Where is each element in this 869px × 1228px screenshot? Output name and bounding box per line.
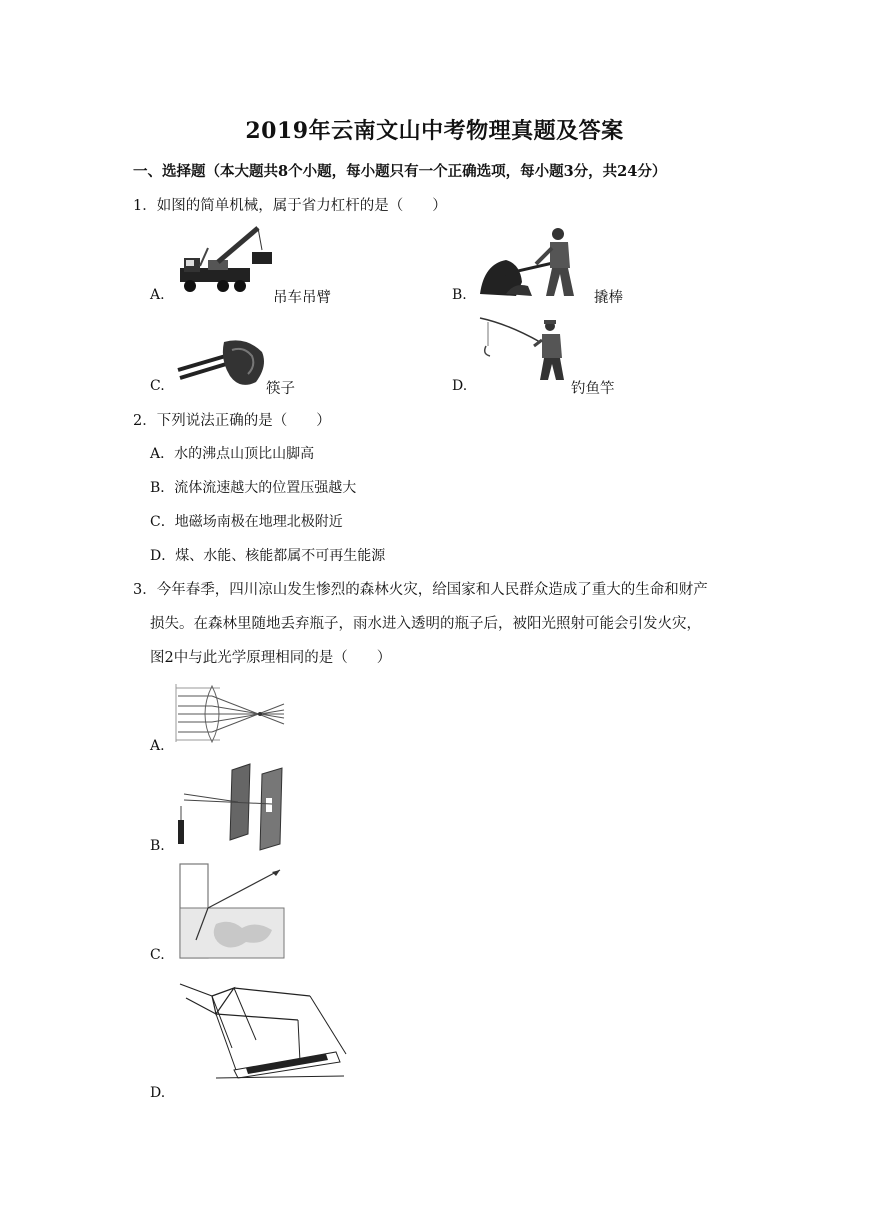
- q3-option-a-letter: A.: [150, 738, 165, 754]
- convex-lens-diagram: [174, 682, 290, 746]
- prism-dispersion-diagram: [176, 978, 352, 1082]
- q1-option-d-caption: 钓鱼竿: [571, 381, 615, 397]
- q1-option-c-letter: C.: [150, 378, 165, 394]
- q3-option-c-letter: C.: [150, 947, 165, 963]
- q2-option-d: D．煤、水能、核能都属不可再生能源: [150, 548, 386, 564]
- question-3-stem-line-2: 损失。在森林里随地丢弃瓶子，雨水进入透明的瓶子后，被阳光照射可能会引发火灾，: [150, 616, 701, 632]
- q1-option-a-caption: 吊车吊臂: [273, 290, 331, 306]
- question-3-stem-line-1: 3．今年春季，四川凉山发生惨烈的森林火灾，给国家和人民群众造成了重大的生命和财产: [133, 582, 708, 598]
- crane-truck-image: [178, 222, 278, 302]
- q2-option-c: C．地磁场南极在地理北极附近: [150, 514, 343, 530]
- q2-option-b: B．流体流速越大的位置压强越大: [150, 480, 357, 496]
- q1-option-d-letter: D.: [452, 378, 468, 394]
- q1-option-b-caption: 撬棒: [594, 290, 623, 306]
- q1-option-b-letter: B.: [452, 287, 467, 303]
- crowbar-man-image: [476, 224, 586, 302]
- question-2-stem: 2．下列说法正确的是（ ）: [133, 413, 331, 429]
- question-3-stem-line-3: 图2中与此光学原理相同的是（ ）: [150, 650, 392, 666]
- page-title: 2019年云南文山中考物理真题及答案: [245, 118, 624, 144]
- q3-option-b-letter: B.: [150, 838, 165, 854]
- q2-option-a: A．水的沸点山顶比山脚高: [150, 446, 315, 462]
- section-header: 一、选择题（本大题共8个小题，每小题只有一个正确选项，每小题3分，共24分）: [133, 163, 667, 180]
- chopsticks-image: [176, 336, 270, 392]
- q1-option-c-caption: 筷子: [266, 381, 295, 397]
- question-1-stem: 1．如图的简单机械，属于省力杠杆的是（ ）: [133, 198, 447, 214]
- fishing-man-image: [478, 318, 574, 384]
- refraction-tank-diagram: [176, 862, 286, 960]
- q3-option-d-letter: D.: [150, 1085, 166, 1101]
- pinhole-slit-diagram: [176, 764, 288, 850]
- q1-option-a-letter: A.: [150, 287, 165, 303]
